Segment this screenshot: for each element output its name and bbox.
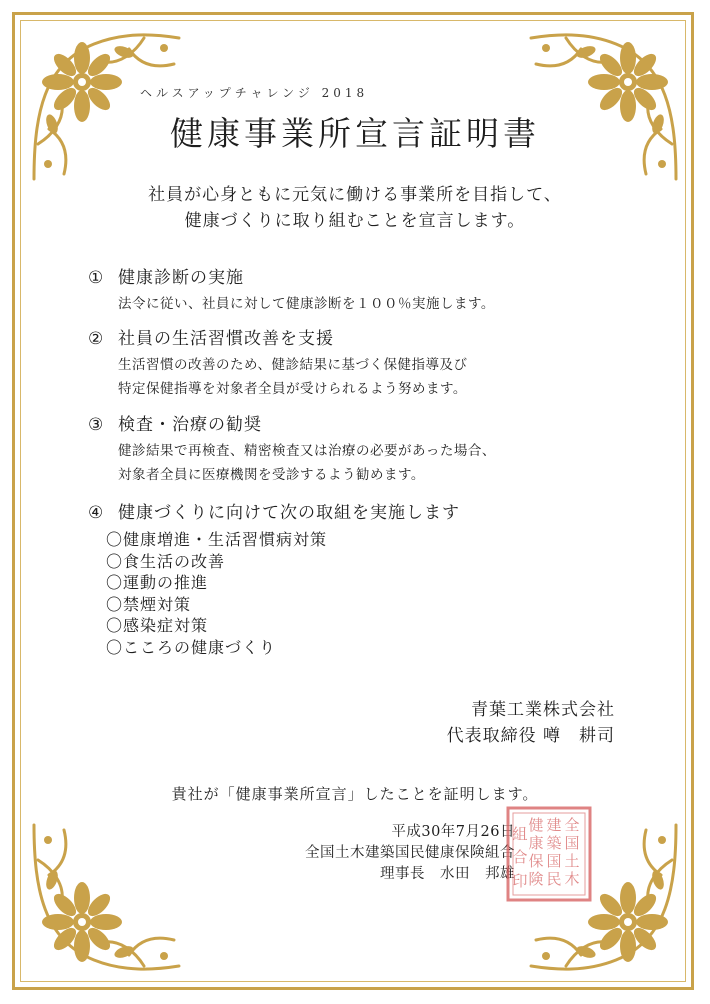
section-number: ① xyxy=(88,268,105,288)
section-heading xyxy=(88,324,467,349)
section-body-line: 健診結果で再検査、精密検査又は治療の必要があった場合、 xyxy=(118,443,496,459)
svg-text:保: 保 xyxy=(528,852,544,870)
svg-text:国: 国 xyxy=(564,834,580,852)
section-heading xyxy=(88,263,495,288)
svg-text:民: 民 xyxy=(546,870,562,888)
list-item: 〇感染症対策 xyxy=(106,616,209,635)
declaration-intro xyxy=(0,182,710,234)
section-health-initiatives xyxy=(88,498,460,658)
svg-text:険: 険 xyxy=(528,870,544,888)
section-heading xyxy=(88,410,496,435)
company-block xyxy=(330,697,615,749)
section-heading-text: 健康づくりに向けて次の取組を実施します xyxy=(118,503,460,523)
floral-corner-ornament-icon xyxy=(24,815,189,980)
svg-text:木: 木 xyxy=(564,870,580,888)
section-body-line: 特定保健指導を対象者全員が受けられるよう努めます。 xyxy=(118,381,467,397)
list-item: 〇こころの健康づくり xyxy=(106,637,277,657)
issue-date: 平成30年7月26日 xyxy=(391,824,515,840)
section-heading-text: 社員の生活習慣改善を支援 xyxy=(118,329,334,349)
list-item: 〇食生活の改善 xyxy=(106,551,226,571)
issuer-block xyxy=(230,822,515,885)
section-lifestyle-support xyxy=(88,324,467,401)
svg-text:健: 健 xyxy=(528,816,544,834)
section-body xyxy=(118,439,496,487)
svg-text:全: 全 xyxy=(564,816,580,834)
initiative-list xyxy=(106,529,460,658)
section-heading xyxy=(88,498,460,523)
svg-text:国: 国 xyxy=(546,852,562,870)
section-heading-text: 健康診断の実施 xyxy=(118,268,244,288)
svg-text:合: 合 xyxy=(512,848,528,866)
list-item: 〇運動の推進 xyxy=(106,573,209,592)
issuer-organization: 全国土木建築国民健康保険組合 xyxy=(305,845,515,861)
section-number: ② xyxy=(88,329,105,349)
section-heading-text: 検査・治療の勧奨 xyxy=(118,415,262,435)
campaign-subtitle: ヘルスアップチャレンジ 2018 xyxy=(140,86,369,100)
section-number: ③ xyxy=(88,415,105,435)
svg-text:築: 築 xyxy=(546,834,562,852)
certification-statement: 貴社が「健康事業所宣言」したことを証明します。 xyxy=(171,785,539,803)
svg-text:康: 康 xyxy=(528,834,544,852)
svg-text:土: 土 xyxy=(564,852,580,870)
section-health-checkup xyxy=(88,263,495,316)
page-title: 健康事業所宣言証明書 xyxy=(170,114,540,153)
svg-text:建: 建 xyxy=(546,816,562,834)
intro-line: 健康づくりに取り組むことを宣言します。 xyxy=(184,211,526,231)
issuer-chairman: 理事長 水田 邦雄 xyxy=(380,866,515,882)
official-seal-icon xyxy=(506,806,592,902)
intro-line: 社員が心身ともに元気に働ける事業所を目指して、 xyxy=(148,185,562,205)
section-number: ④ xyxy=(88,503,105,523)
company-representative: 代表取締役 噂 耕司 xyxy=(446,726,615,746)
floral-corner-ornament-icon xyxy=(24,24,189,189)
svg-text:組: 組 xyxy=(512,825,528,843)
list-item: 〇健康増進・生活習慣病対策 xyxy=(106,530,328,549)
svg-text:印: 印 xyxy=(512,872,528,890)
section-treatment-encouragement xyxy=(88,410,496,487)
list-item: 〇禁煙対策 xyxy=(106,594,192,614)
floral-corner-ornament-icon xyxy=(521,24,686,189)
section-body xyxy=(118,353,467,401)
section-body-line: 対象者全員に医療機関を受診するよう勧めます。 xyxy=(118,467,425,483)
section-body xyxy=(118,292,495,316)
section-body-line: 法令に従い、社員に対して健康診断を１００％実施します。 xyxy=(118,296,495,312)
section-body-line: 生活習慣の改善のため、健診結果に基づく保健指導及び xyxy=(118,357,468,373)
company-name: 青葉工業株式会社 xyxy=(471,700,615,720)
